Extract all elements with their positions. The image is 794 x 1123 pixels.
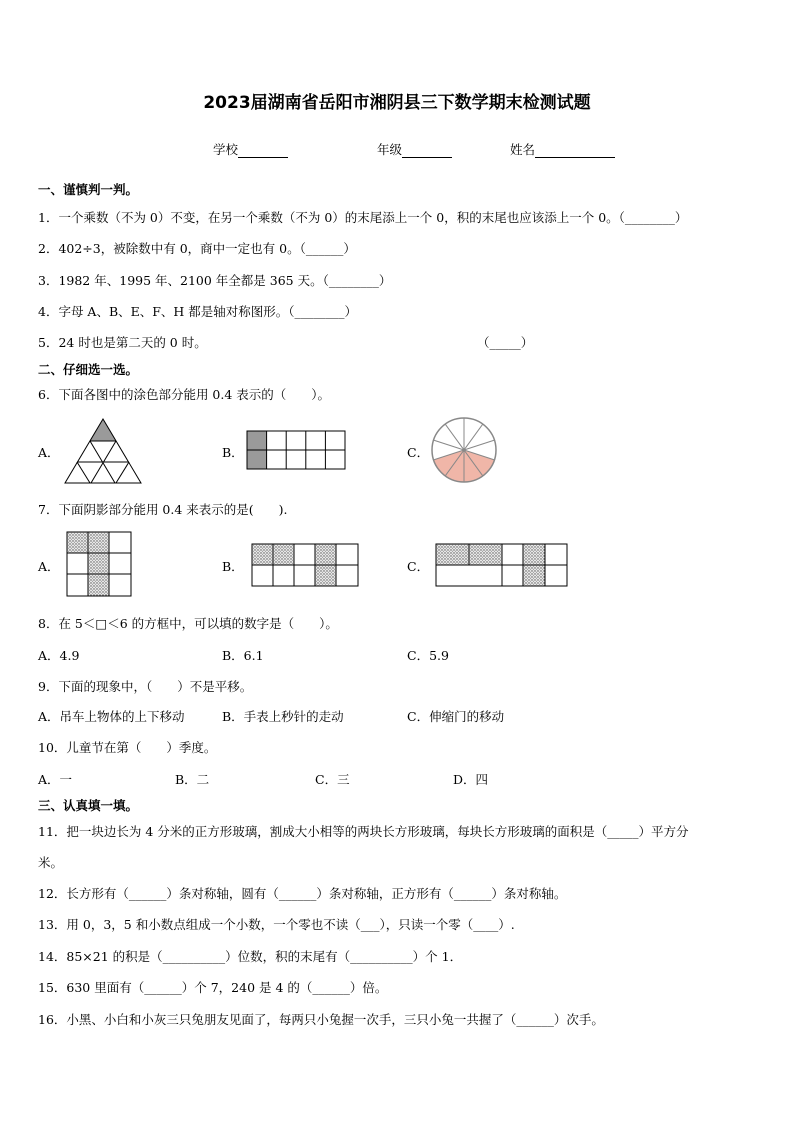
name-label: 姓名 — [510, 142, 536, 157]
q7c-shaded-cell — [523, 565, 545, 586]
q7-grid-figure-a — [66, 531, 132, 597]
q10-option-b: B．二 — [175, 772, 210, 787]
q9-option-c: C．伸缩门的移动 — [407, 709, 505, 724]
q9-option-b: B．手表上秒针的走动 — [222, 709, 344, 724]
question-14: 14．85×21 的积是（__________）位数，积的末尾有（__________）个 1． — [38, 949, 463, 964]
question-15: 15．630 里面有（______）个 7，240 是 4 的（______）倍。 — [38, 980, 388, 995]
q7c-shaded-cell — [523, 544, 545, 565]
q7b-shaded-cell — [273, 544, 294, 565]
q6-option-c-label: C． — [407, 445, 430, 460]
q8-option-a: A．4.9 — [38, 648, 80, 663]
section1-heading: 一、谨慎判一判。 — [38, 182, 139, 197]
grade-blank[interactable] — [402, 144, 452, 158]
q7a-shaded-cell — [88, 532, 109, 553]
q7a-shaded-cell — [88, 574, 109, 596]
q6-option-b-label: B． — [222, 445, 244, 460]
grade-label: 年级 — [377, 142, 403, 157]
q7a-shaded-cell — [88, 553, 109, 574]
question-4: 4．字母 A、B、E、F、H 都是轴对称图形。（________） — [38, 304, 358, 319]
grade-field[interactable] — [377, 140, 452, 158]
q6-triangle-shaded-cell — [90, 419, 116, 441]
q7-option-c-label: C． — [407, 559, 430, 574]
question-11-line1: 11．把一块边长为 4 分米的正方形玻璃，割成大小相等的两块长方形玻璃，每块长方形玻璃的面积是（_____）平方分 — [38, 824, 689, 839]
question-16: 16．小黑、小白和小灰三只兔朋友见面了，每两只小兔握一次手，三只小兔一共握了（______）次手。 — [38, 1012, 604, 1027]
section2-heading: 二、仔细选一选。 — [38, 362, 139, 377]
q7-grid-figure-c — [435, 543, 569, 587]
q7-grid-figure-b — [251, 543, 359, 587]
q7b-shaded-cell — [315, 565, 336, 586]
question-9: 9．下面的现象中，（ ）不是平移。 — [38, 679, 253, 694]
q6-triangle-grid-line — [77, 462, 90, 483]
question-5-blank: （_____） — [477, 335, 534, 350]
q6-triangle-grid-line — [116, 462, 129, 483]
question-10: 10．儿童节在第（ ）季度。 — [38, 740, 217, 755]
question-7: 7．下面阴影部分能用 0.4 来表示的是( ). — [38, 502, 288, 517]
q10-option-c: C．三 — [315, 772, 350, 787]
q7b-shaded-cell — [315, 544, 336, 565]
q7a-shaded-cell — [67, 532, 88, 553]
q7c-shaded-cell — [436, 544, 469, 565]
q6-triangle-figure — [64, 418, 142, 484]
q6-option-a-label: A． — [38, 445, 60, 460]
section3-heading: 三、认真填一填。 — [38, 798, 139, 813]
question-11-line2: 米。 — [38, 855, 64, 870]
q7c-shaded-cell — [469, 544, 502, 565]
school-field[interactable] — [213, 140, 288, 158]
question-12: 12．长方形有（______）条对称轴，圆有（______）条对称轴，正方形有（______）条对称轴。 — [38, 886, 567, 901]
school-label: 学校 — [213, 142, 239, 157]
name-blank[interactable] — [535, 144, 615, 158]
q7b-shaded-cell — [252, 544, 273, 565]
q8-option-b: B．6.1 — [222, 648, 264, 663]
question-3: 3．1982 年、1995 年、2100 年全都是 365 天。（________） — [38, 273, 392, 288]
page-title: 2023届湖南省岳阳市湘阴县三下数学期末检测试题 — [203, 93, 591, 113]
question-5: 5．24 时也是第二天的 0 时。 — [38, 335, 207, 350]
question-2: 2．402÷3，被除数中有 0，商中一定也有 0。（______） — [38, 241, 356, 256]
q10-option-d: D．四 — [453, 772, 489, 787]
question-13: 13．用 0，3，5 和小数点组成一个小数，一个零也不读（___），只读一个零（____）. — [38, 917, 515, 932]
name-field[interactable] — [510, 140, 615, 158]
q8-option-c: C．5.9 — [407, 648, 449, 663]
q10-option-a: A．一 — [38, 772, 73, 787]
school-blank[interactable] — [238, 144, 288, 158]
question-6: 6．下面各图中的涂色部分能用 0.4 表示的（ ）。 — [38, 387, 331, 402]
q7-option-b-label: B． — [222, 559, 244, 574]
q6-rectangle-figure — [246, 430, 346, 470]
q6-rect-shaded-cell — [247, 450, 267, 469]
q6-rect-shaded-cell — [247, 431, 267, 450]
question-8: 8．在 5＜□＜6 的方框中，可以填的数字是（ ）。 — [38, 616, 338, 631]
question-1: 1．一个乘数（不为 0）不变，在另一个乘数（不为 0）的末尾添上一个 0，积的末尾也应该添上一个 0。（________） — [38, 210, 688, 225]
q9-option-a: A．吊车上物体的上下移动 — [38, 709, 185, 724]
q7-option-a-label: A． — [38, 559, 60, 574]
q6-circle-figure — [431, 417, 497, 483]
